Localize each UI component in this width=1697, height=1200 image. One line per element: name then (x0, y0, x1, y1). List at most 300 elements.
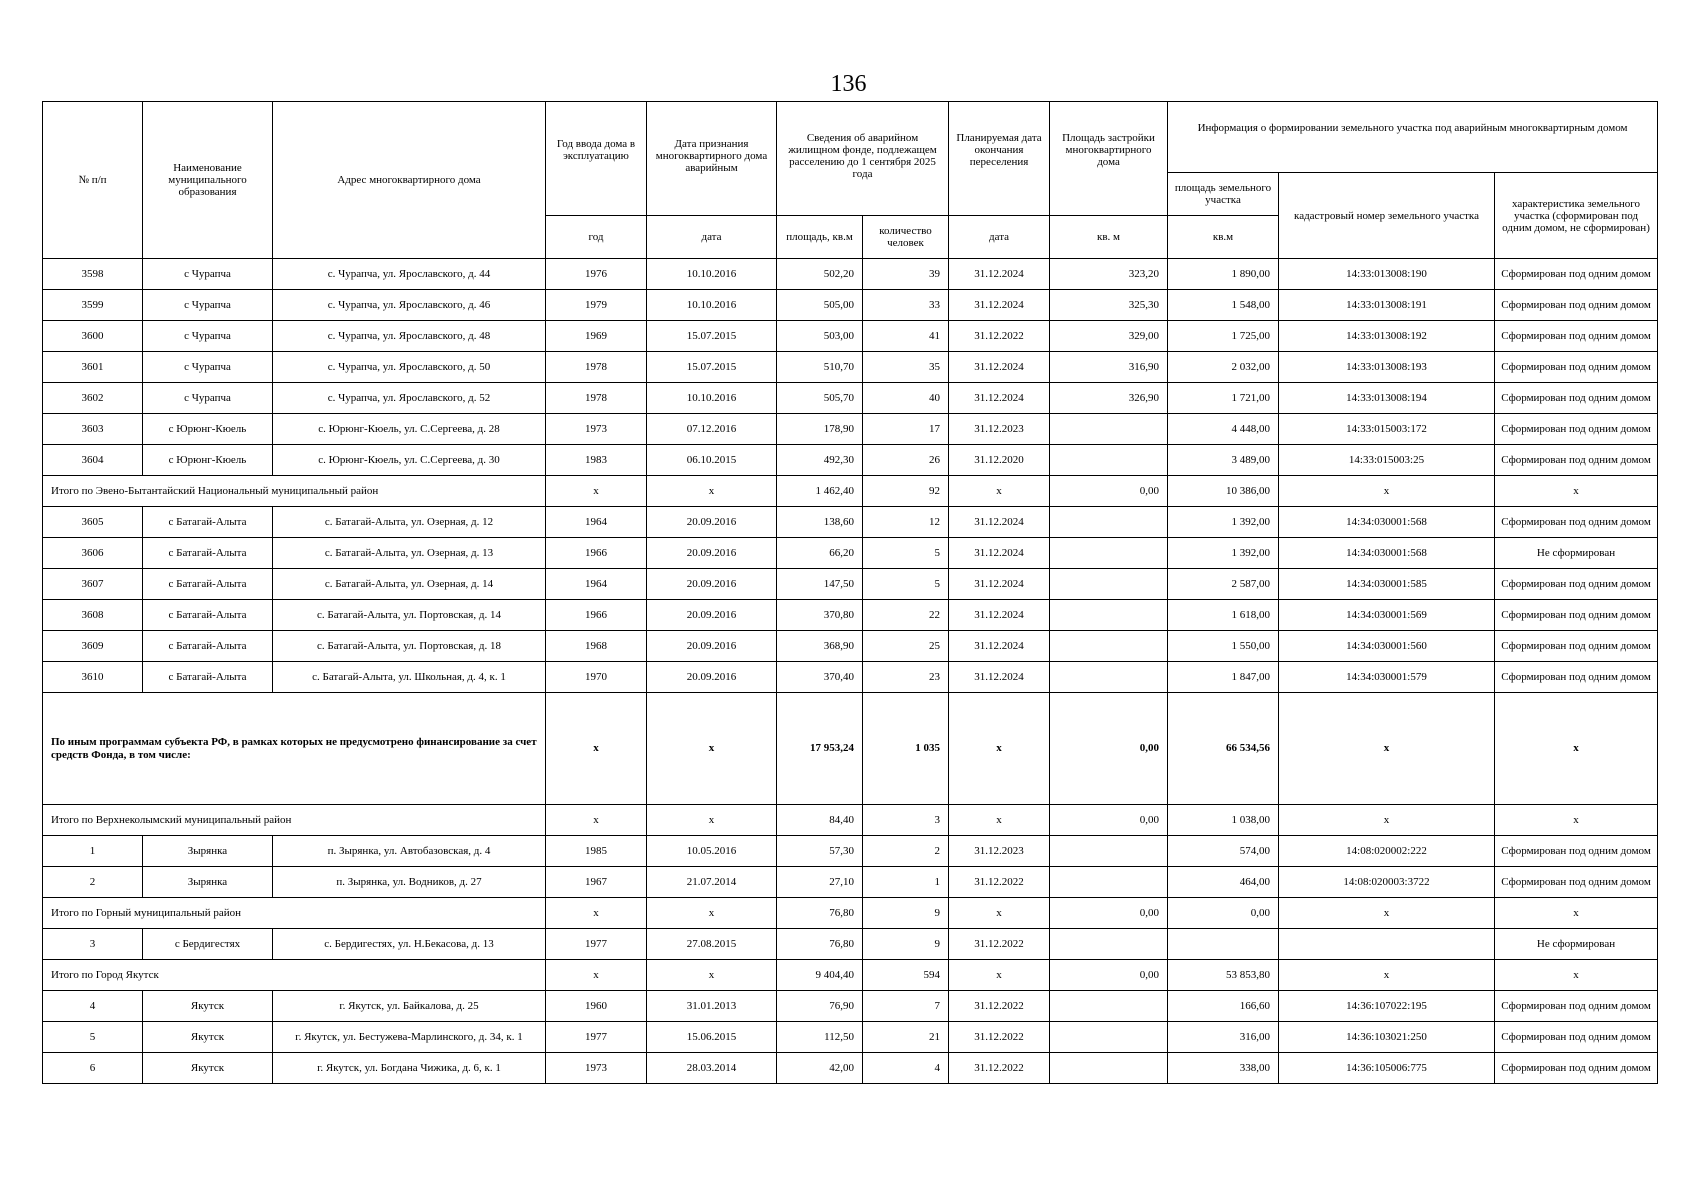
people-cell: 4 (863, 1053, 949, 1084)
municipality-cell: с Чурапча (143, 352, 273, 383)
header-emergency-info: Сведения об аварийном жилищном фонде, подлежащем расселению до 1 сентября 2025 года (777, 102, 949, 216)
subtotal-row (43, 805, 1658, 836)
year-cell: 1983 (546, 445, 647, 476)
building-area-cell (1050, 538, 1168, 569)
year-cell: 1966 (546, 600, 647, 631)
municipality-cell: с Юрюнг-Кюель (143, 414, 273, 445)
people-cell: 5 (863, 569, 949, 600)
land-char-cell: Сформирован под одним домом (1495, 836, 1658, 867)
section-total-row (43, 693, 1658, 805)
table-body (43, 259, 1658, 1084)
people-cell: 40 (863, 383, 949, 414)
land-area-cell: 1 618,00 (1168, 600, 1279, 631)
header-land-area: площадь земельного участка (1168, 173, 1279, 216)
declared-date-cell: 07.12.2016 (647, 414, 777, 445)
area-cell: 147,50 (777, 569, 863, 600)
table-row (43, 383, 1658, 414)
land-char-cell: Сформирован под одним домом (1495, 445, 1658, 476)
municipality-cell: с Батагай-Алыта (143, 600, 273, 631)
people-cell: 35 (863, 352, 949, 383)
area-cell: 370,80 (777, 600, 863, 631)
area-cell: 76,80 (777, 929, 863, 960)
table-row (43, 662, 1658, 693)
year-cell: x (546, 805, 647, 836)
cadastral-cell: x (1279, 960, 1495, 991)
header-planned-date: Планируемая дата окончания переселения (949, 102, 1050, 216)
people-cell: 7 (863, 991, 949, 1022)
planned-date-cell: 31.12.2022 (949, 991, 1050, 1022)
land-char-cell: Сформирован под одним домом (1495, 867, 1658, 898)
header-cadastral: кадастровый номер земельного участка (1279, 173, 1495, 259)
declared-date-cell: x (647, 693, 777, 805)
planned-date-cell: 31.12.2024 (949, 259, 1050, 290)
declared-date-cell: 27.08.2015 (647, 929, 777, 960)
address-cell: с. Батагай-Алыта, ул. Портовская, д. 18 (273, 631, 546, 662)
cadastral-cell: 14:36:107022:195 (1279, 991, 1495, 1022)
row-number: 3602 (43, 383, 143, 414)
people-cell: 33 (863, 290, 949, 321)
land-area-cell (1168, 929, 1279, 960)
area-cell: 492,30 (777, 445, 863, 476)
table-row (43, 352, 1658, 383)
row-number: 2 (43, 867, 143, 898)
declared-date-cell: x (647, 476, 777, 507)
municipality-cell: с Батагай-Алыта (143, 538, 273, 569)
people-cell: 2 (863, 836, 949, 867)
table-row (43, 414, 1658, 445)
cadastral-cell: 14:34:030001:579 (1279, 662, 1495, 693)
cadastral-cell: 14:08:020003:3722 (1279, 867, 1495, 898)
land-char-cell: x (1495, 693, 1658, 805)
unit-people: количество человек (863, 216, 949, 259)
subtotal-label: Итого по Верхнеколымский муниципальный район (43, 805, 546, 836)
people-cell: 25 (863, 631, 949, 662)
planned-date-cell: 31.12.2022 (949, 321, 1050, 352)
planned-date-cell: 31.12.2024 (949, 290, 1050, 321)
people-cell: 1 (863, 867, 949, 898)
declared-date-cell: 10.10.2016 (647, 259, 777, 290)
building-area-cell (1050, 507, 1168, 538)
planned-date-cell: x (949, 693, 1050, 805)
land-char-cell: x (1495, 476, 1658, 507)
land-char-cell: Не сформирован (1495, 538, 1658, 569)
land-char-cell: Сформирован под одним домом (1495, 631, 1658, 662)
area-cell: 76,80 (777, 898, 863, 929)
row-number: 3603 (43, 414, 143, 445)
address-cell: г. Якутск, ул. Байкалова, д. 25 (273, 991, 546, 1022)
land-area-cell: 53 853,80 (1168, 960, 1279, 991)
building-area-cell: 325,30 (1050, 290, 1168, 321)
declared-date-cell: 28.03.2014 (647, 1053, 777, 1084)
year-cell: 1978 (546, 352, 647, 383)
row-number: 3608 (43, 600, 143, 631)
municipality-cell: с Чурапча (143, 259, 273, 290)
cadastral-cell: 14:33:013008:193 (1279, 352, 1495, 383)
address-cell: с. Батагай-Алыта, ул. Озерная, д. 13 (273, 538, 546, 569)
land-char-cell: x (1495, 960, 1658, 991)
table-row (43, 538, 1658, 569)
unit-year: год (546, 216, 647, 259)
land-char-cell: Сформирован под одним домом (1495, 600, 1658, 631)
row-number: 5 (43, 1022, 143, 1053)
address-cell: с. Бердигестях, ул. Н.Бекасова, д. 13 (273, 929, 546, 960)
declared-date-cell: 15.07.2015 (647, 352, 777, 383)
planned-date-cell: 31.12.2024 (949, 631, 1050, 662)
area-cell: 1 462,40 (777, 476, 863, 507)
year-cell: 1977 (546, 929, 647, 960)
year-cell: 1966 (546, 538, 647, 569)
cadastral-cell: x (1279, 693, 1495, 805)
cadastral-cell: 14:34:030001:568 (1279, 507, 1495, 538)
people-cell: 12 (863, 507, 949, 538)
row-number: 1 (43, 836, 143, 867)
declared-date-cell: 15.07.2015 (647, 321, 777, 352)
address-cell: с. Батагай-Алыта, ул. Озерная, д. 12 (273, 507, 546, 538)
year-cell: 1973 (546, 1053, 647, 1084)
area-cell: 505,00 (777, 290, 863, 321)
people-cell: 9 (863, 929, 949, 960)
area-cell: 84,40 (777, 805, 863, 836)
land-area-cell: 2 587,00 (1168, 569, 1279, 600)
table-row (43, 600, 1658, 631)
planned-date-cell: 31.12.2022 (949, 1022, 1050, 1053)
land-area-cell: 1 550,00 (1168, 631, 1279, 662)
table-row (43, 290, 1658, 321)
year-cell: 1976 (546, 259, 647, 290)
land-area-cell: 1 890,00 (1168, 259, 1279, 290)
cadastral-cell (1279, 929, 1495, 960)
address-cell: г. Якутск, ул. Бестужева-Марлинского, д. 34, к. 1 (273, 1022, 546, 1053)
subtotal-row (43, 476, 1658, 507)
year-cell: 1970 (546, 662, 647, 693)
building-area-cell: 326,90 (1050, 383, 1168, 414)
municipality-cell: с Чурапча (143, 321, 273, 352)
year-cell: 1960 (546, 991, 647, 1022)
area-cell: 112,50 (777, 1022, 863, 1053)
municipality-cell: с Батагай-Алыта (143, 569, 273, 600)
year-cell: 1985 (546, 836, 647, 867)
address-cell: с. Батагай-Алыта, ул. Озерная, д. 14 (273, 569, 546, 600)
subtotal-label: Итого по Горный муниципальный район (43, 898, 546, 929)
area-cell: 42,00 (777, 1053, 863, 1084)
building-area-cell (1050, 836, 1168, 867)
cadastral-cell: 14:33:013008:191 (1279, 290, 1495, 321)
land-area-cell: 338,00 (1168, 1053, 1279, 1084)
address-cell: с. Чурапча, ул. Ярославского, д. 50 (273, 352, 546, 383)
building-area-cell (1050, 662, 1168, 693)
table-row (43, 867, 1658, 898)
area-cell: 66,20 (777, 538, 863, 569)
cadastral-cell: 14:33:013008:194 (1279, 383, 1495, 414)
people-cell: 17 (863, 414, 949, 445)
area-cell: 178,90 (777, 414, 863, 445)
building-area-cell (1050, 414, 1168, 445)
declared-date-cell: x (647, 805, 777, 836)
land-char-cell: x (1495, 805, 1658, 836)
declared-date-cell: 20.09.2016 (647, 538, 777, 569)
land-area-cell: 316,00 (1168, 1022, 1279, 1053)
municipality-cell: Зырянка (143, 867, 273, 898)
planned-date-cell: 31.12.2020 (949, 445, 1050, 476)
section-label: По иным программам субъекта РФ, в рамках которых не предусмотрено финансирование за счет средств Фонда, в том числе: (43, 693, 546, 805)
land-area-cell: 10 386,00 (1168, 476, 1279, 507)
municipality-cell: Зырянка (143, 836, 273, 867)
land-area-cell: 66 534,56 (1168, 693, 1279, 805)
row-number: 3609 (43, 631, 143, 662)
municipality-cell: с Чурапча (143, 383, 273, 414)
year-cell: 1968 (546, 631, 647, 662)
year-cell: 1977 (546, 1022, 647, 1053)
area-cell: 503,00 (777, 321, 863, 352)
people-cell: 5 (863, 538, 949, 569)
land-char-cell: Сформирован под одним домом (1495, 259, 1658, 290)
area-cell: 510,70 (777, 352, 863, 383)
unit-date2: дата (949, 216, 1050, 259)
land-char-cell: Сформирован под одним домом (1495, 383, 1658, 414)
land-char-cell: Сформирован под одним домом (1495, 1022, 1658, 1053)
area-cell: 368,90 (777, 631, 863, 662)
people-cell: 3 (863, 805, 949, 836)
building-area-cell (1050, 867, 1168, 898)
table-row (43, 445, 1658, 476)
declared-date-cell: 20.09.2016 (647, 631, 777, 662)
planned-date-cell: 31.12.2024 (949, 538, 1050, 569)
building-area-cell: 323,20 (1050, 259, 1168, 290)
table-row (43, 259, 1658, 290)
address-cell: с. Батагай-Алыта, ул. Портовская, д. 14 (273, 600, 546, 631)
subtotal-label: Итого по Эвено-Бытантайский Национальный муниципальный район (43, 476, 546, 507)
planned-date-cell: x (949, 805, 1050, 836)
table-row (43, 569, 1658, 600)
header-land-info: Информация о формировании земельного участка под аварийным многоквартирным домом (1168, 102, 1658, 173)
row-number: 3606 (43, 538, 143, 569)
year-cell: x (546, 476, 647, 507)
cadastral-cell: 14:33:015003:25 (1279, 445, 1495, 476)
page-number: 136 (830, 71, 867, 97)
land-area-cell: 1 038,00 (1168, 805, 1279, 836)
declared-date-cell: x (647, 960, 777, 991)
land-char-cell: Сформирован под одним домом (1495, 507, 1658, 538)
building-area-cell: 329,00 (1050, 321, 1168, 352)
building-area-cell (1050, 600, 1168, 631)
building-area-cell: 0,00 (1050, 805, 1168, 836)
land-area-cell: 1 847,00 (1168, 662, 1279, 693)
land-area-cell: 1 548,00 (1168, 290, 1279, 321)
cadastral-cell: 14:34:030001:560 (1279, 631, 1495, 662)
planned-date-cell: 31.12.2022 (949, 929, 1050, 960)
planned-date-cell: 31.12.2022 (949, 1053, 1050, 1084)
year-cell: 1978 (546, 383, 647, 414)
cadastral-cell: 14:33:013008:190 (1279, 259, 1495, 290)
header-land-char: характеристика земельного участка (сформирован под одним домом, не сформирован) (1495, 173, 1658, 259)
subtotal-label: Итого по Город Якутск (43, 960, 546, 991)
land-char-cell: Сформирован под одним домом (1495, 662, 1658, 693)
land-area-cell: 0,00 (1168, 898, 1279, 929)
year-cell: x (546, 693, 647, 805)
header-address: Адрес многоквартирного дома (273, 102, 546, 259)
address-cell: с. Чурапча, ул. Ярославского, д. 52 (273, 383, 546, 414)
year-cell: 1967 (546, 867, 647, 898)
municipality-cell: с Батагай-Алыта (143, 507, 273, 538)
row-number: 3 (43, 929, 143, 960)
land-area-cell: 4 448,00 (1168, 414, 1279, 445)
planned-date-cell: 31.12.2024 (949, 383, 1050, 414)
area-cell: 370,40 (777, 662, 863, 693)
address-cell: п. Зырянка, ул. Водников, д. 27 (273, 867, 546, 898)
building-area-cell (1050, 1053, 1168, 1084)
people-cell: 23 (863, 662, 949, 693)
table-row (43, 321, 1658, 352)
year-cell: x (546, 898, 647, 929)
planned-date-cell: 31.12.2024 (949, 569, 1050, 600)
address-cell: п. Зырянка, ул. Автобазовская, д. 4 (273, 836, 546, 867)
land-area-cell: 464,00 (1168, 867, 1279, 898)
table-row (43, 507, 1658, 538)
address-cell: г. Якутск, ул. Богдана Чижика, д. 6, к. 1 (273, 1053, 546, 1084)
people-cell: 9 (863, 898, 949, 929)
people-cell: 92 (863, 476, 949, 507)
cadastral-cell: 14:33:013008:192 (1279, 321, 1495, 352)
municipality-cell: с Чурапча (143, 290, 273, 321)
table-row (43, 631, 1658, 662)
declared-date-cell: 10.10.2016 (647, 383, 777, 414)
land-area-cell: 1 725,00 (1168, 321, 1279, 352)
building-area-cell (1050, 929, 1168, 960)
cadastral-cell: 14:34:030001:585 (1279, 569, 1495, 600)
planned-date-cell: 31.12.2023 (949, 836, 1050, 867)
land-char-cell: Не сформирован (1495, 929, 1658, 960)
subtotal-row (43, 898, 1658, 929)
people-cell: 1 035 (863, 693, 949, 805)
year-cell: 1973 (546, 414, 647, 445)
area-cell: 27,10 (777, 867, 863, 898)
building-area-cell (1050, 1022, 1168, 1053)
planned-date-cell: 31.12.2024 (949, 352, 1050, 383)
planned-date-cell: 31.12.2024 (949, 600, 1050, 631)
housing-table (42, 101, 1658, 1084)
land-area-cell: 1 721,00 (1168, 383, 1279, 414)
row-number: 3598 (43, 259, 143, 290)
header-date-declared: Дата признания многоквартирного дома аварийным (647, 102, 777, 216)
planned-date-cell: x (949, 960, 1050, 991)
land-char-cell: Сформирован под одним домом (1495, 1053, 1658, 1084)
people-cell: 594 (863, 960, 949, 991)
unit-sqm: кв. м (1050, 216, 1168, 259)
address-cell: с. Батагай-Алыта, ул. Школьная, д. 4, к. 1 (273, 662, 546, 693)
area-cell: 17 953,24 (777, 693, 863, 805)
year-cell: 1969 (546, 321, 647, 352)
row-number: 3605 (43, 507, 143, 538)
header-num: № п/п (43, 102, 143, 259)
planned-date-cell: 31.12.2022 (949, 867, 1050, 898)
address-cell: с. Чурапча, ул. Ярославского, д. 48 (273, 321, 546, 352)
declared-date-cell: 21.07.2014 (647, 867, 777, 898)
declared-date-cell: x (647, 898, 777, 929)
land-char-cell: Сформирован под одним домом (1495, 414, 1658, 445)
building-area-cell (1050, 991, 1168, 1022)
people-cell: 41 (863, 321, 949, 352)
declared-date-cell: 31.01.2013 (647, 991, 777, 1022)
address-cell: с. Юрюнг-Кюель, ул. С.Сергеева, д. 30 (273, 445, 546, 476)
municipality-cell: с Батагай-Алыта (143, 631, 273, 662)
municipality-cell: с Бердигестях (143, 929, 273, 960)
unit-date: дата (647, 216, 777, 259)
building-area-cell (1050, 631, 1168, 662)
table-row (43, 991, 1658, 1022)
planned-date-cell: x (949, 476, 1050, 507)
subtotal-row (43, 960, 1658, 991)
building-area-cell: 0,00 (1050, 476, 1168, 507)
year-cell: 1964 (546, 507, 647, 538)
table-row (43, 836, 1658, 867)
cadastral-cell: x (1279, 805, 1495, 836)
header-year-built: Год ввода дома в эксплуатацию (546, 102, 647, 216)
cadastral-cell: x (1279, 476, 1495, 507)
year-cell: 1979 (546, 290, 647, 321)
declared-date-cell: 10.10.2016 (647, 290, 777, 321)
building-area-cell: 0,00 (1050, 960, 1168, 991)
land-char-cell: Сформирован под одним домом (1495, 321, 1658, 352)
table-row (43, 1053, 1658, 1084)
people-cell: 21 (863, 1022, 949, 1053)
building-area-cell: 316,90 (1050, 352, 1168, 383)
cadastral-cell: 14:33:015003:172 (1279, 414, 1495, 445)
people-cell: 39 (863, 259, 949, 290)
municipality-cell: Якутск (143, 1053, 273, 1084)
land-char-cell: Сформирован под одним домом (1495, 290, 1658, 321)
land-area-cell: 3 489,00 (1168, 445, 1279, 476)
cadastral-cell: x (1279, 898, 1495, 929)
municipality-cell: Якутск (143, 991, 273, 1022)
land-char-cell: Сформирован под одним домом (1495, 569, 1658, 600)
area-cell: 502,20 (777, 259, 863, 290)
land-area-cell: 166,60 (1168, 991, 1279, 1022)
municipality-cell: с Батагай-Алыта (143, 662, 273, 693)
declared-date-cell: 20.09.2016 (647, 662, 777, 693)
area-cell: 138,60 (777, 507, 863, 538)
area-cell: 76,90 (777, 991, 863, 1022)
year-cell: 1964 (546, 569, 647, 600)
cadastral-cell: 14:34:030001:569 (1279, 600, 1495, 631)
unit-area: площадь, кв.м (777, 216, 863, 259)
cadastral-cell: 14:34:030001:568 (1279, 538, 1495, 569)
row-number: 3604 (43, 445, 143, 476)
municipality-cell: с Юрюнг-Кюель (143, 445, 273, 476)
people-cell: 26 (863, 445, 949, 476)
declared-date-cell: 20.09.2016 (647, 569, 777, 600)
address-cell: с. Чурапча, ул. Ярославского, д. 46 (273, 290, 546, 321)
land-char-cell: Сформирован под одним домом (1495, 352, 1658, 383)
header-municipality: Наименование муниципального образования (143, 102, 273, 259)
land-area-cell: 1 392,00 (1168, 538, 1279, 569)
row-number: 3599 (43, 290, 143, 321)
land-area-cell: 1 392,00 (1168, 507, 1279, 538)
row-number: 3610 (43, 662, 143, 693)
declared-date-cell: 06.10.2015 (647, 445, 777, 476)
planned-date-cell: 31.12.2024 (949, 507, 1050, 538)
land-char-cell: Сформирован под одним домом (1495, 991, 1658, 1022)
land-char-cell: x (1495, 898, 1658, 929)
building-area-cell: 0,00 (1050, 898, 1168, 929)
building-area-cell: 0,00 (1050, 693, 1168, 805)
row-number: 4 (43, 991, 143, 1022)
planned-date-cell: x (949, 898, 1050, 929)
header-building-area: Площадь застройки многоквартирного дома (1050, 102, 1168, 216)
people-cell: 22 (863, 600, 949, 631)
area-cell: 57,30 (777, 836, 863, 867)
row-number: 3607 (43, 569, 143, 600)
declared-date-cell: 20.09.2016 (647, 600, 777, 631)
